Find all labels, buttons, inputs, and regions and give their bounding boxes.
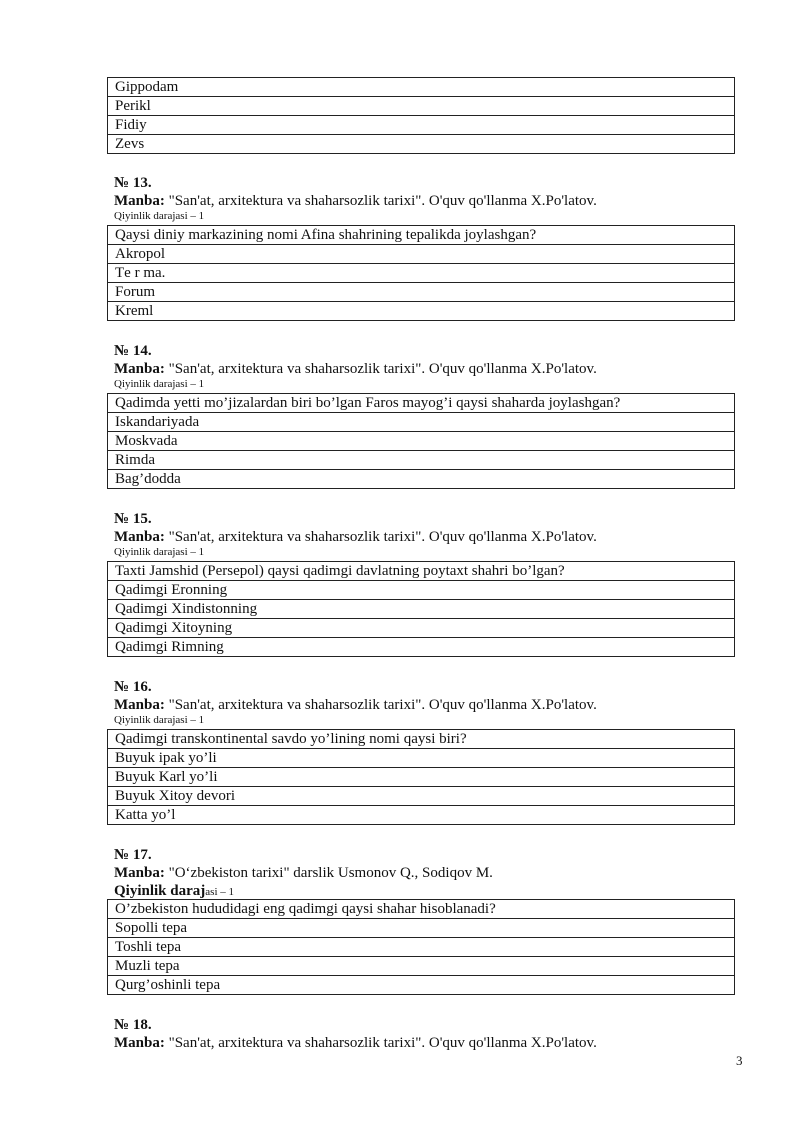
difficulty-level-bold: Qiyinlik daraj [114,883,206,899]
table-row [108,806,735,825]
table-row [108,957,735,976]
answer-option: Qadimgi Xindistonning [108,600,735,619]
table-row [108,135,735,154]
answer-option: Zevs [108,135,735,154]
answer-option: Toshli tepa [108,938,735,957]
answer-option: Rimda [108,451,735,470]
source-text: "San'at, arxitektura va shaharsozlik tarixi". O'quv qo'llanma X.Po'latov. [164,1035,597,1051]
question-text: O’zbekiston hududidagi eng qadimgi qaysi shahar hisoblanadi? [108,900,735,919]
table-row [108,638,735,657]
answer-table-13 [107,225,735,321]
answer-table-14 [107,393,735,489]
answer-option: Qurg’oshinli tepa [108,976,735,995]
answer-option: Buyuk Xitoy devori [108,787,735,806]
source-label: Manba: [114,697,165,713]
question-number: № 14. [114,343,152,359]
table-row [108,581,735,600]
table-row [108,264,735,283]
source-label: Manba: [114,361,165,377]
answer-option: Akropol [108,245,735,264]
answer-option: Qadimgi Eronning [108,581,735,600]
question-number: № 18. [114,1017,152,1033]
answer-option: Kreml [108,302,735,321]
table-row [108,787,735,806]
question-number: № 13. [114,175,152,191]
table-row [108,413,735,432]
answer-option: Sopolli tepa [108,919,735,938]
table-row [108,245,735,264]
difficulty-level: Qiyinlik darajasi – 1 [114,714,205,726]
answer-option: Perikl [108,97,735,116]
table-row [108,900,735,919]
answer-option: Forum [108,283,735,302]
question-text: Qaysi diniy markazining nomi Afina shahrining tepalikda joylashgan? [108,226,735,245]
source-text: "San'at, arxitektura va shaharsozlik tarixi". O'quv qo'llanma X.Po'latov. [164,361,597,377]
difficulty-level: Qiyinlik darajasi – 1 [114,378,205,390]
source-text: "San'at, arxitektura va shaharsozlik tarixi". O'quv qo'llanma X.Po'latov. [164,529,597,545]
answer-option: Buyuk Karl yo’li [108,768,735,787]
difficulty-level-rest: asi – 1 [205,886,235,898]
table-row [108,730,735,749]
table-row [108,919,735,938]
answer-option: Qadimgi Xitoyning [108,619,735,638]
question-source [114,1034,597,1052]
source-text: "San'at, arxitektura va shaharsozlik tarixi". O'quv qo'llanma X.Po'latov. [164,697,597,713]
source-text: "O‘zbekiston tarixi" darslik Usmonov Q., Sodiqov M. [164,865,493,881]
answer-table-16 [107,729,735,825]
table-row [108,619,735,638]
answer-option: Iskandariyada [108,413,735,432]
source-label: Manba: [114,193,165,209]
table-row [108,768,735,787]
question-number: № 15. [114,511,152,527]
table-row [108,749,735,768]
question-source [114,360,597,378]
question-number: № 17. [114,847,152,863]
page-number: 3 [736,1053,743,1068]
source-label: Manba: [114,1035,165,1051]
table-row [108,78,735,97]
question-source [114,696,597,714]
answer-option: Buyuk ipak yo’li [108,749,735,768]
table-row [108,451,735,470]
table-row [108,938,735,957]
answer-option: Muzli tepa [108,957,735,976]
question-text: Qadimda yetti mo’jizalardan biri bo’lgan Faros mayog’i qaysi shaharda joylashgan? [108,394,735,413]
table-row [108,394,735,413]
table-row [108,976,735,995]
answer-option: Moskvada [108,432,735,451]
source-text: "San'at, arxitektura va shaharsozlik tarixi". O'quv qo'llanma X.Po'latov. [164,193,597,209]
table-row [108,116,735,135]
answer-option: Tе r ma. [108,264,735,283]
question-number: № 16. [114,679,152,695]
answer-table-12 [107,77,735,154]
question-text: Taxti Jamshid (Persepol) qaysi qadimgi davlatning poytaxt shahri bo’lgan? [108,562,735,581]
table-row [108,97,735,116]
table-row [108,226,735,245]
question-source [114,192,597,210]
answer-table-15 [107,561,735,657]
table-row [108,470,735,489]
answer-option: Qadimgi Rimning [108,638,735,657]
table-row [108,600,735,619]
question-source [114,864,493,882]
difficulty-level: Qiyinlik darajasi – 1 [114,210,205,222]
question-source [114,528,597,546]
answer-table-17 [107,899,735,995]
table-row [108,302,735,321]
answer-option: Bag’dodda [108,470,735,489]
difficulty-level: Qiyinlik darajasi – 1 [114,546,205,558]
answer-option: Katta yo’l [108,806,735,825]
table-row [108,562,735,581]
answer-option: Fidiy [108,116,735,135]
table-row [108,283,735,302]
table-row [108,432,735,451]
source-label: Manba: [114,529,165,545]
question-text: Qadimgi transkontinental savdo yo’lining nomi qaysi biri? [108,730,735,749]
answer-option: Gippodam [108,78,735,97]
source-label: Manba: [114,865,165,881]
